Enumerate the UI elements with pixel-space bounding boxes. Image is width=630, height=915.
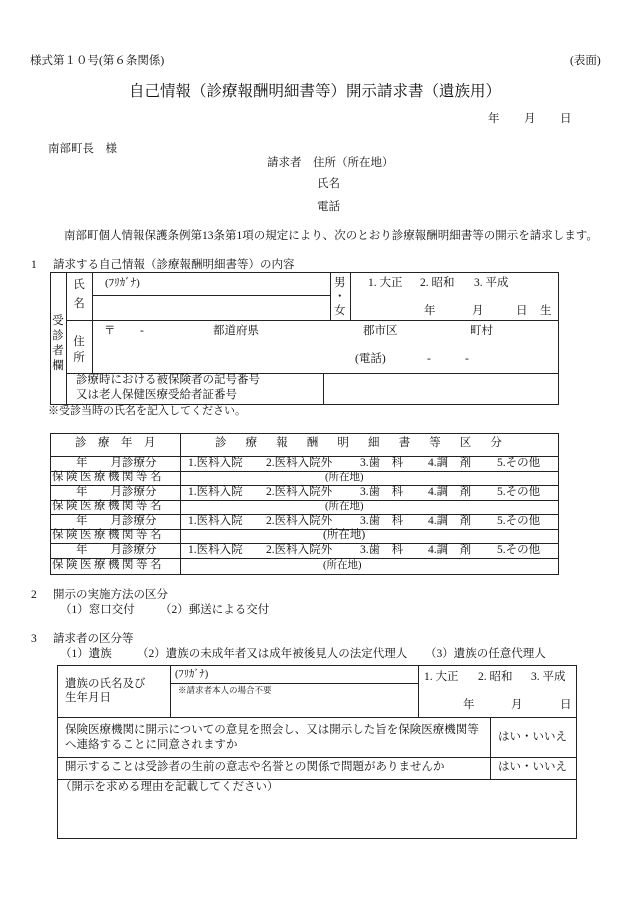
addressee: 南部町長 様 [48, 143, 117, 155]
category-medical-inpatient: 1.医科入院 [188, 457, 243, 469]
institution-location-cell [180, 529, 559, 544]
section-3-number: 3 [31, 633, 37, 645]
institution-name-label: 保険医療機関等名 [52, 529, 164, 541]
category-medical-outpatient: 2.医科入院外 [266, 544, 333, 556]
claim-period-label: 年 月診療分 [76, 486, 157, 498]
category-other: 5.その他 [497, 515, 541, 527]
form-number: 様式第１０号(第６条関係) [30, 55, 165, 67]
institution-location-cell [180, 558, 559, 575]
phone-dash-2: - [465, 353, 469, 365]
category-dental: 3.歯 科 [360, 457, 404, 469]
patient-name-label: 氏名 [73, 279, 85, 310]
category-pharmacy: 4.調 剤 [428, 515, 472, 527]
prefecture-label: 都道府県 [213, 325, 259, 337]
page-side-label: (表面) [570, 55, 601, 67]
category-medical-outpatient: 2.医科入院外 [266, 486, 333, 498]
claim-period-label: 年 月診療分 [76, 515, 157, 527]
patient-furigana-label: (ﾌﾘｶﾞﾅ) [105, 277, 140, 289]
bereaved-label-line2: 生年月日 [65, 692, 111, 704]
patient-name-cell [92, 295, 331, 321]
honor-question: 開示することは受診者の生前の意志や名誉との関係で問題がありませんか [65, 761, 445, 773]
consent-question-line1: 保険医療機関に開示についての意見を照会し、又は開示した旨を保険医療機関等 [65, 724, 479, 736]
delivery-option-mail: （2）郵送による交付 [160, 604, 270, 616]
institution-location-cell [180, 500, 559, 515]
section-1-number: 1 [31, 259, 37, 271]
consent-answer-options: はい・いいえ [498, 731, 567, 743]
institution-location-label: (所在地) [323, 560, 362, 571]
bereaved-era-taisho: 1. 大正 [424, 671, 459, 683]
bereaved-furigana-label: (ﾌﾘｶﾞﾅ) [175, 669, 209, 680]
delivery-option-counter: （1）窓口交付 [60, 604, 135, 616]
era-taisho: 1. 大正 [368, 277, 403, 289]
city-label: 郡市区 [363, 325, 398, 337]
category-medical-outpatient: 2.医科入院外 [266, 457, 333, 469]
category-pharmacy: 4.調 剤 [428, 544, 472, 556]
claims-header-category: 診 療 報 酬 明 細 書 等 区 分 [215, 437, 506, 449]
section-2-number: 2 [31, 589, 37, 601]
postal-dash: - [140, 325, 144, 337]
town-label: 町村 [470, 325, 493, 337]
honor-answer-options: はい・いいえ [498, 761, 567, 773]
category-medical-inpatient: 1.医科入院 [188, 544, 243, 556]
requester-type-bereaved: （1）遺族 [60, 648, 112, 660]
claim-period-label: 年 月診療分 [76, 544, 157, 556]
consent-question-line2: へ連絡することに同意されますか [65, 739, 238, 751]
category-pharmacy: 4.調 剤 [428, 486, 472, 498]
intro-statement: 南部町個人情報保護条例第13条第1項の規定により、次のとおり診療報酬明細書等の開示を請求します。 [64, 230, 598, 242]
category-medical-outpatient: 2.医科入院外 [266, 515, 333, 527]
institution-location-label: (所在地) [323, 529, 366, 541]
sex-separator: ・ [334, 291, 346, 303]
category-other: 5.その他 [497, 457, 541, 469]
section-3-heading: 請求者の区分等 [53, 633, 134, 645]
category-medical-inpatient: 1.医科入院 [188, 486, 243, 498]
section-1-heading: 請求する自己情報（診療報酬明細書等）の内容 [53, 259, 295, 271]
section-2-heading: 開示の実施方法の区分 [53, 589, 168, 601]
bereaved-birth-day-label: 日 [560, 699, 572, 711]
category-medical-inpatient: 1.医科入院 [188, 515, 243, 527]
institution-name-label: 保険医療機関等名 [52, 500, 164, 512]
patient-name-note: ※受診当時の氏名を記入してください。 [48, 405, 246, 417]
requester-label: 請求者 [267, 157, 302, 169]
category-other: 5.その他 [497, 544, 541, 556]
bereaved-era-showa: 2. 昭和 [478, 671, 513, 683]
institution-name-label: 保険医療機関等名 [52, 559, 164, 571]
category-dental: 3.歯 科 [360, 486, 404, 498]
reason-prompt: （開示を求める理由を記載してください） [60, 781, 279, 793]
insured-number-label-line1: 診療時における被保険者の記号番号 [76, 374, 260, 386]
date-year-label: 年 [488, 113, 500, 125]
form-title: 自己情報（診療報酬明細書等）開示請求書（遺族用） [128, 83, 501, 100]
category-dental: 3.歯 科 [360, 544, 404, 556]
bereaved-label-line1: 遺族の氏名及び [65, 678, 146, 690]
birth-year-label: 年 [424, 305, 436, 317]
requester-phone-label: 電話 [317, 201, 340, 213]
era-heisei: 3. 平成 [474, 277, 509, 289]
patient-phone-label: (電話) [355, 353, 386, 365]
date-day-label: 日 [560, 113, 572, 125]
date-month-label: 月 [524, 113, 536, 125]
bereaved-birth-year-label: 年 [463, 699, 475, 711]
institution-location-cell [180, 471, 559, 486]
institution-location-label: (所在地) [325, 501, 364, 512]
bereaved-birth-month-label: 月 [511, 699, 523, 711]
requester-type-legal-representative: （2）遺族の未成年者又は成年被後見人の法定代理人 [137, 648, 408, 660]
patient-address-label: 住所 [73, 336, 85, 364]
claim-period-label: 年 月診療分 [76, 457, 157, 469]
requester-type-voluntary-agent: （3）遺族の任意代理人 [425, 648, 546, 660]
postal-mark: 〒 [104, 325, 116, 337]
insured-number-cell [323, 373, 559, 405]
insured-number-label-line2: 又は老人保健医療受給者証番号 [76, 389, 237, 401]
institution-name-label: 保険医療機関等名 [52, 471, 164, 483]
bereaved-era-heisei: 3. 平成 [531, 671, 566, 683]
requester-address-label: 住所（所在地） [313, 157, 394, 169]
era-showa: 2. 昭和 [420, 277, 455, 289]
patient-group-label: 受診者欄 [52, 315, 64, 372]
requester-name-label: 氏名 [317, 178, 340, 190]
sex-female-label: 女 [334, 305, 346, 317]
bereaved-furigana-note: ※請求者本人の場合不要 [178, 685, 272, 695]
birth-month-label: 月 [472, 305, 484, 317]
category-dental: 3.歯 科 [360, 515, 404, 527]
phone-dash-1: - [427, 353, 431, 365]
birth-born-label: 生 [540, 305, 552, 317]
birth-day-label: 日 [516, 305, 528, 317]
sex-male-label: 男 [334, 277, 346, 289]
claims-header-period: 診 療 年 月 [75, 437, 156, 449]
institution-location-label: (所在地) [325, 472, 364, 483]
category-other: 5.その他 [497, 486, 541, 498]
category-pharmacy: 4.調 剤 [428, 457, 472, 469]
